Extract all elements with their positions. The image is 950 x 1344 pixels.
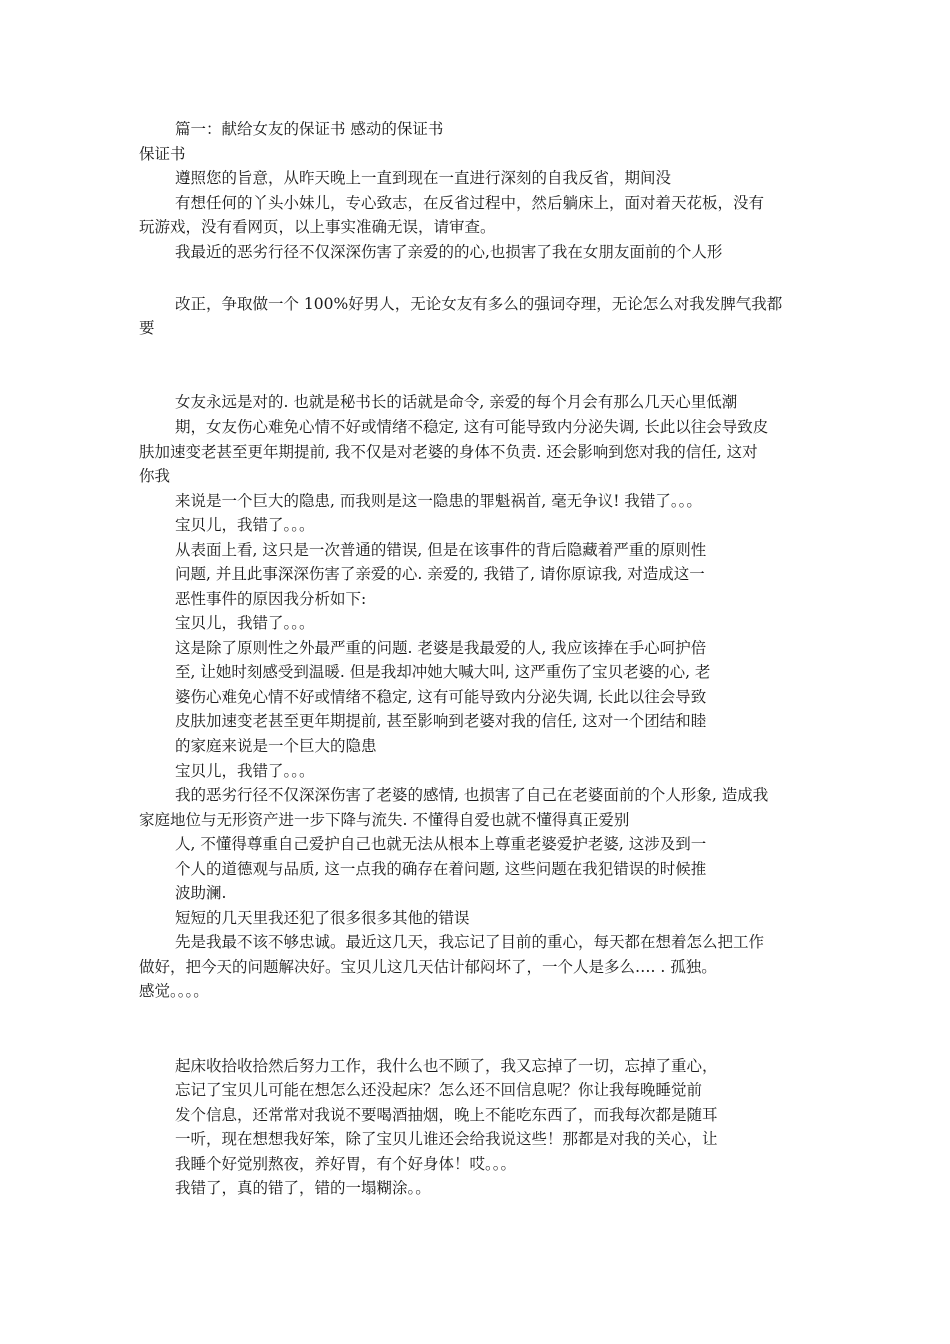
text-line: 你我 [139, 467, 171, 485]
text-line: 一听，现在想想我好笨，除了宝贝儿谁还会给我说这些！那都是对我的关心，让 [175, 1130, 718, 1148]
text-line: 有想任何的丫头小妹儿，专心致志，在反省过程中，然后躺床上，面对着天花板，没有 [175, 194, 765, 212]
text-line: 我错了，真的错了，错的一塌糊涂。。 [175, 1179, 431, 1197]
text-line: 我最近的恶劣行径不仅深深伤害了亲爱的的心,也损害了我在女朋友面前的个人形 [175, 243, 723, 261]
text-line: 遵照您的旨意，从昨天晚上一直到现在一直进行深刻的自我反省，期间没 [175, 169, 672, 187]
text-line: 恶性事件的原因我分析如下: [175, 590, 367, 608]
text-line: 个人的道德观与品质, 这一点我的确存在着问题, 这些问题在我犯错误的时候推 [175, 860, 707, 878]
text-line: 婆伤心难免心情不好或情绪不稳定, 这有可能导致内分泌失调, 长此以往会导致 [175, 688, 707, 706]
text-line: 我睡个好觉别熬夜，养好胃，有个好身体！哎。。。 [175, 1155, 517, 1173]
text-line: 来说是一个巨大的隐患, 而我则是这一隐患的罪魁祸首, 毫无争议! 我错了。。。 [175, 492, 702, 510]
document-title: 篇一：献给女友的保证书 感动的保证书 [175, 120, 444, 138]
text-line: 要 [139, 319, 155, 337]
text-line: 先是我最不该不够忠诚。最近这几天，我忘记了目前的重心，每天都在想着怎么把工作 [175, 933, 765, 951]
text-line: 从表面上看, 这只是一次普通的错误, 但是在该事件的背后隐藏着严重的原则性 [175, 541, 707, 559]
text-line: 波助澜. [175, 884, 227, 902]
text-line: 我的恶劣行径不仅深深伤害了老婆的感情, 也损害了自己在老婆面前的个人形象, 造成我 [175, 786, 769, 804]
text-line: 宝贝儿，我错了。。。 [175, 614, 315, 632]
text-line: 宝贝儿，我错了。。。 [175, 762, 315, 780]
text-line: 发个信息，还常常对我说不要喝酒抽烟，晚上不能吃东西了，而我每次都是随耳 [175, 1106, 718, 1124]
document-heading: 保证书 [139, 145, 186, 163]
text-line: 玩游戏，没有看网页，以上事实准确无误，请审查。 [139, 218, 496, 236]
text-line: 人, 不懂得尊重自己爱护自己也就无法从根本上尊重老婆爱护老婆, 这涉及到一 [175, 835, 707, 853]
text-line: 忘记了宝贝儿可能在想怎么还没起床？怎么还不回信息呢？你让我每晚睡觉前 [175, 1081, 703, 1099]
text-line: 肤加速变老甚至更年期提前, 我不仅是对老婆的身体不负责. 还会影响到您对我的信任, 这对 [139, 443, 758, 461]
text-line: 这是除了原则性之外最严重的问题. 老婆是我最爱的人, 我应该捧在手心呵护倍 [175, 639, 707, 657]
text-line: 期，女友伤心难免心情不好或情绪不稳定, 这有可能导致内分泌失调, 长此以往会导致皮 [175, 418, 769, 436]
text-line: 改正，争取做一个 100%好男人，无论女友有多么的强词夺理，无论怎么对我发脾气我都 [175, 295, 783, 313]
text-line: 起床收拾收拾然后努力工作，我什么也不顾了，我又忘掉了一切，忘掉了重心， [175, 1057, 718, 1075]
text-line: 皮肤加速变老甚至更年期提前, 甚至影响到老婆对我的信任, 这对一个团结和睦 [175, 712, 707, 730]
text-line: 问题, 并且此事深深伤害了亲爱的心. 亲爱的, 我错了, 请你原谅我, 对造成这一 [175, 565, 705, 583]
text-line: 家庭地位与无形资产进一步下降与流失. 不懂得自爱也就不懂得真正爱别 [139, 811, 630, 829]
text-line: 女友永远是对的. 也就是秘书长的话就是命令, 亲爱的每个月会有那么几天心里低潮 [175, 393, 738, 411]
text-line: 至, 让她时刻感受到温暖. 但是我却冲她大喊大叫, 这严重伤了宝贝老婆的心, 老 [175, 663, 711, 681]
text-line: 的家庭来说是一个巨大的隐患 [175, 737, 377, 755]
text-line: 感觉。。。。 [139, 982, 209, 1000]
text-line: 宝贝儿，我错了。。。 [175, 516, 315, 534]
text-line: 做好，把今天的问题解决好。宝贝儿这几天估计郁闷坏了，一个人是多么…. . 孤独。 [139, 958, 717, 976]
text-line: 短短的几天里我还犯了很多很多其他的错误 [175, 909, 470, 927]
